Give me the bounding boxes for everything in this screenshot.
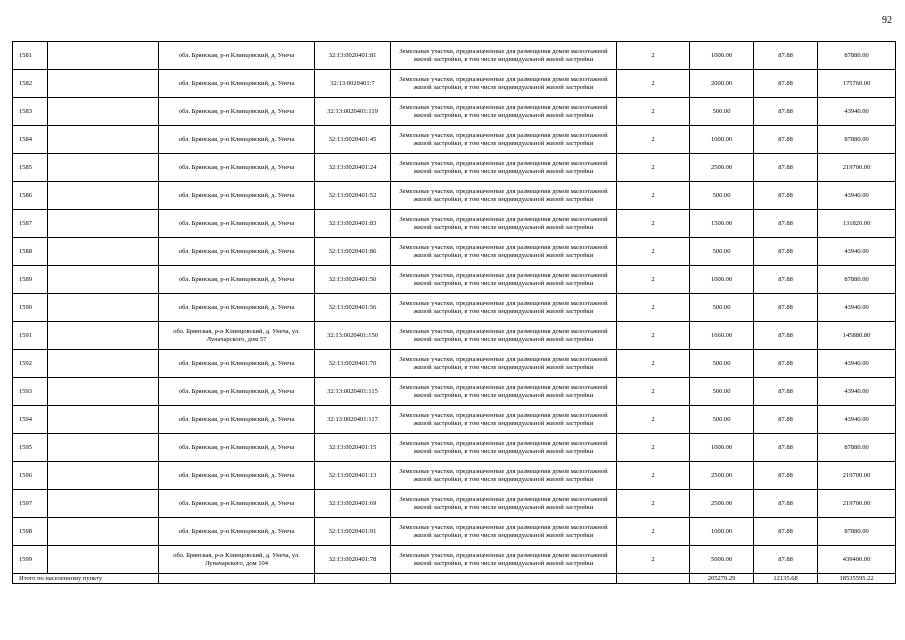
value-cell: 43940.00: [818, 294, 896, 322]
blank-cell: [48, 70, 159, 98]
cadastral-number-cell: 32:13:0020401:117: [315, 406, 391, 434]
rate-cell: 87.88: [754, 266, 818, 294]
rate-cell: 87.88: [754, 462, 818, 490]
area-cell: 2500.00: [690, 490, 754, 518]
address-cell: обл. Брянская, р-н Клинцовский, д. Унеча, ул. Луначарского, дом 57: [159, 322, 315, 350]
value-cell: 87880.00: [818, 266, 896, 294]
value-cell: 219700.00: [818, 490, 896, 518]
category-cell: 2: [617, 154, 690, 182]
address-cell: обл. Брянская, р-н Клинцовский, д. Унеча: [159, 238, 315, 266]
purpose-cell: Земельные участки, предназначенные для размещения домов малоэтажной жилой застройки, в том числе индивидуальной жилой застройки: [391, 322, 617, 350]
blank-cell: [48, 350, 159, 378]
address-cell: обл. Брянская, р-н Клинцовский, д. Унеча: [159, 182, 315, 210]
total-label: Итого по населенному пункту: [13, 574, 159, 584]
rate-cell: 87.88: [754, 182, 818, 210]
address-cell: обл. Брянская, р-н Клинцовский, д. Унеча: [159, 98, 315, 126]
value-cell: 43940.00: [818, 98, 896, 126]
address-cell: обл. Брянская, р-н Клинцовский, д. Унеча: [159, 406, 315, 434]
area-cell: 500.00: [690, 378, 754, 406]
row-number: 1595: [13, 434, 48, 462]
address-cell: обл. Брянская, р-н Клинцовский, д. Унеча, ул. Луначарского, дом 104: [159, 546, 315, 574]
table-row: [13, 238, 896, 266]
address-cell: обл. Брянская, р-н Клинцовский, д. Унеча: [159, 42, 315, 70]
category-cell: 2: [617, 518, 690, 546]
blank-cell: [48, 238, 159, 266]
value-cell: 145880.80: [818, 322, 896, 350]
purpose-cell: Земельные участки, предназначенные для размещения домов малоэтажной жилой застройки, в том числе индивидуальной жилой застройки: [391, 406, 617, 434]
blank-cell: [48, 546, 159, 574]
rate-cell: 87.88: [754, 322, 818, 350]
rate-cell: 87.88: [754, 378, 818, 406]
area-cell: 1500.00: [690, 210, 754, 238]
row-number: 1596: [13, 462, 48, 490]
purpose-cell: Земельные участки, предназначенные для размещения домов малоэтажной жилой застройки, в том числе индивидуальной жилой застройки: [391, 266, 617, 294]
rate-cell: 87.88: [754, 350, 818, 378]
address-cell: обл. Брянская, р-н Клинцовский, д. Унеча: [159, 126, 315, 154]
blank-cell: [48, 406, 159, 434]
area-cell: 1660.00: [690, 322, 754, 350]
area-cell: 1000.00: [690, 518, 754, 546]
rate-cell: 87.88: [754, 518, 818, 546]
value-cell: 87880.00: [818, 518, 896, 546]
area-cell: 500.00: [690, 238, 754, 266]
value-cell: 43940.00: [818, 182, 896, 210]
cadastral-number-cell: 32:13:0020401:7: [315, 70, 391, 98]
purpose-cell: Земельные участки, предназначенные для размещения домов малоэтажной жилой застройки, в том числе индивидуальной жилой застройки: [391, 490, 617, 518]
cadastral-number-cell: 32:13:0020401:52: [315, 182, 391, 210]
total-rate: 12135.68: [754, 574, 818, 584]
area-cell: 1000.00: [690, 434, 754, 462]
rate-cell: 87.88: [754, 210, 818, 238]
value-cell: 87880.00: [818, 42, 896, 70]
blank-cell: [391, 574, 617, 584]
rate-cell: 87.88: [754, 546, 818, 574]
area-cell: 500.00: [690, 98, 754, 126]
category-cell: 2: [617, 70, 690, 98]
blank-cell: [48, 462, 159, 490]
cadastral-number-cell: 32:13:0020401:70: [315, 350, 391, 378]
value-cell: 439400.00: [818, 546, 896, 574]
row-number: 1594: [13, 406, 48, 434]
purpose-cell: Земельные участки, предназначенные для размещения домов малоэтажной жилой застройки, в том числе индивидуальной жилой застройки: [391, 70, 617, 98]
row-number: 1590: [13, 294, 48, 322]
area-cell: 1000.00: [690, 266, 754, 294]
area-cell: 2500.00: [690, 462, 754, 490]
address-cell: обл. Брянская, р-н Клинцовский, д. Унеча: [159, 154, 315, 182]
value-cell: 175760.00: [818, 70, 896, 98]
table-row: [13, 294, 896, 322]
row-number: 1586: [13, 182, 48, 210]
row-number: 1583: [13, 98, 48, 126]
purpose-cell: Земельные участки, предназначенные для размещения домов малоэтажной жилой застройки, в том числе индивидуальной жилой застройки: [391, 350, 617, 378]
purpose-cell: Земельные участки, предназначенные для размещения домов малоэтажной жилой застройки, в том числе индивидуальной жилой застройки: [391, 210, 617, 238]
address-cell: обл. Брянская, р-н Клинцовский, д. Унеча: [159, 70, 315, 98]
total-area: 205279.29: [690, 574, 754, 584]
address-cell: обл. Брянская, р-н Клинцовский, д. Унеча: [159, 434, 315, 462]
blank-cell: [159, 574, 315, 584]
table-row: [13, 322, 896, 350]
category-cell: 2: [617, 462, 690, 490]
category-cell: 2: [617, 294, 690, 322]
value-cell: 87880.00: [818, 434, 896, 462]
area-cell: 500.00: [690, 182, 754, 210]
rate-cell: 87.88: [754, 70, 818, 98]
row-number: 1592: [13, 350, 48, 378]
blank-cell: [617, 574, 690, 584]
row-number: 1597: [13, 490, 48, 518]
total-value: 18535595.22: [818, 574, 896, 584]
address-cell: обл. Брянская, р-н Клинцовский, д. Унеча: [159, 266, 315, 294]
table-row: [13, 126, 896, 154]
blank-cell: [48, 98, 159, 126]
purpose-cell: Земельные участки, предназначенные для размещения домов малоэтажной жилой застройки, в том числе индивидуальной жилой застройки: [391, 378, 617, 406]
table-row: [13, 518, 896, 546]
blank-cell: [48, 266, 159, 294]
address-cell: обл. Брянская, р-н Клинцовский, д. Унеча: [159, 210, 315, 238]
cadastral-number-cell: 32:13:0020401:15: [315, 434, 391, 462]
value-cell: 43940.00: [818, 350, 896, 378]
cadastral-number-cell: 32:13:0020401:83: [315, 210, 391, 238]
table-row: [13, 98, 896, 126]
address-cell: обл. Брянская, р-н Клинцовский, д. Унеча: [159, 462, 315, 490]
area-cell: 500.00: [690, 406, 754, 434]
category-cell: 2: [617, 546, 690, 574]
row-number: 1585: [13, 154, 48, 182]
purpose-cell: Земельные участки, предназначенные для размещения домов малоэтажной жилой застройки, в том числе индивидуальной жилой застройки: [391, 518, 617, 546]
rate-cell: 87.88: [754, 238, 818, 266]
value-cell: 131820.00: [818, 210, 896, 238]
category-cell: 2: [617, 406, 690, 434]
category-cell: 2: [617, 238, 690, 266]
cadastral-number-cell: 32:13:0020401:119: [315, 98, 391, 126]
cadastral-number-cell: 32:13:0020401:115: [315, 378, 391, 406]
cadastral-number-cell: 32:13:0020401:24: [315, 154, 391, 182]
blank-cell: [48, 490, 159, 518]
total-row: [13, 574, 896, 584]
table-row: [13, 42, 896, 70]
category-cell: 2: [617, 98, 690, 126]
row-number: 1599: [13, 546, 48, 574]
row-number: 1587: [13, 210, 48, 238]
purpose-cell: Земельные участки, предназначенные для размещения домов малоэтажной жилой застройки, в том числе индивидуальной жилой застройки: [391, 182, 617, 210]
value-cell: 219700.00: [818, 462, 896, 490]
cadastral-number-cell: 32:13:0020401:50: [315, 266, 391, 294]
area-cell: 2500.00: [690, 154, 754, 182]
value-cell: 219700.00: [818, 154, 896, 182]
category-cell: 2: [617, 350, 690, 378]
category-cell: 2: [617, 378, 690, 406]
rate-cell: 87.88: [754, 434, 818, 462]
row-number: 1598: [13, 518, 48, 546]
area-cell: 1000.00: [690, 126, 754, 154]
cadastral-number-cell: 32:13:0020401:86: [315, 238, 391, 266]
blank-cell: [48, 518, 159, 546]
value-cell: 87880.00: [818, 126, 896, 154]
address-cell: обл. Брянская, р-н Клинцовский, д. Унеча: [159, 518, 315, 546]
category-cell: 2: [617, 126, 690, 154]
category-cell: 2: [617, 434, 690, 462]
cadastral-number-cell: 32:13:0020401:13: [315, 462, 391, 490]
table-row: [13, 154, 896, 182]
page-number: 92: [882, 15, 892, 26]
row-number: 1584: [13, 126, 48, 154]
category-cell: 2: [617, 42, 690, 70]
table-row: [13, 434, 896, 462]
blank-cell: [48, 42, 159, 70]
category-cell: 2: [617, 266, 690, 294]
blank-cell: [48, 210, 159, 238]
table-row: [13, 350, 896, 378]
value-cell: 43940.00: [818, 238, 896, 266]
blank-cell: [48, 154, 159, 182]
table-row: [13, 378, 896, 406]
purpose-cell: Земельные участки, предназначенные для размещения домов малоэтажной жилой застройки, в том числе индивидуальной жилой застройки: [391, 434, 617, 462]
purpose-cell: Земельные участки, предназначенные для размещения домов малоэтажной жилой застройки, в том числе индивидуальной жилой застройки: [391, 126, 617, 154]
value-cell: 43940.00: [818, 406, 896, 434]
row-number: 1581: [13, 42, 48, 70]
address-cell: обл. Брянская, р-н Клинцовский, д. Унеча: [159, 490, 315, 518]
purpose-cell: Земельные участки, предназначенные для размещения домов малоэтажной жилой застройки, в том числе индивидуальной жилой застройки: [391, 98, 617, 126]
rate-cell: 87.88: [754, 406, 818, 434]
address-cell: обл. Брянская, р-н Клинцовский, д. Унеча: [159, 294, 315, 322]
land-plots-table: [12, 41, 896, 584]
cadastral-number-cell: 32:13:0020401:91: [315, 518, 391, 546]
table-row: [13, 210, 896, 238]
category-cell: 2: [617, 182, 690, 210]
purpose-cell: Земельные участки, предназначенные для размещения домов малоэтажной жилой застройки, в том числе индивидуальной жилой застройки: [391, 154, 617, 182]
row-number: 1591: [13, 322, 48, 350]
blank-cell: [48, 322, 159, 350]
table-row: [13, 70, 896, 98]
row-number: 1589: [13, 266, 48, 294]
blank-cell: [48, 182, 159, 210]
rate-cell: 87.88: [754, 490, 818, 518]
table-row: [13, 490, 896, 518]
table-row: [13, 406, 896, 434]
category-cell: 2: [617, 490, 690, 518]
cadastral-number-cell: 32:13:0020401:45: [315, 126, 391, 154]
area-cell: 500.00: [690, 294, 754, 322]
purpose-cell: Земельные участки, предназначенные для размещения домов малоэтажной жилой застройки, в том числе индивидуальной жилой застройки: [391, 546, 617, 574]
area-cell: 1000.00: [690, 42, 754, 70]
rate-cell: 87.88: [754, 98, 818, 126]
table-body: [13, 42, 896, 584]
area-cell: 5000.00: [690, 546, 754, 574]
cadastral-number-cell: 32:13:0020401:150: [315, 322, 391, 350]
purpose-cell: Земельные участки, предназначенные для размещения домов малоэтажной жилой застройки, в том числе индивидуальной жилой застройки: [391, 294, 617, 322]
value-cell: 43940.00: [818, 378, 896, 406]
purpose-cell: Земельные участки, предназначенные для размещения домов малоэтажной жилой застройки, в том числе индивидуальной жилой застройки: [391, 42, 617, 70]
row-number: 1582: [13, 70, 48, 98]
purpose-cell: Земельные участки, предназначенные для размещения домов малоэтажной жилой застройки, в том числе индивидуальной жилой застройки: [391, 238, 617, 266]
address-cell: обл. Брянская, р-н Клинцовский, д. Унеча: [159, 350, 315, 378]
blank-cell: [48, 378, 159, 406]
rate-cell: 87.88: [754, 154, 818, 182]
row-number: 1588: [13, 238, 48, 266]
category-cell: 2: [617, 322, 690, 350]
blank-cell: [48, 434, 159, 462]
cadastral-number-cell: 32:13:0020401:69: [315, 490, 391, 518]
purpose-cell: Земельные участки, предназначенные для размещения домов малоэтажной жилой застройки, в том числе индивидуальной жилой застройки: [391, 462, 617, 490]
cadastral-number-cell: 32:13:0020401:78: [315, 546, 391, 574]
area-cell: 2000.00: [690, 70, 754, 98]
blank-cell: [48, 294, 159, 322]
blank-cell: [48, 126, 159, 154]
address-cell: обл. Брянская, р-н Клинцовский, д. Унеча: [159, 378, 315, 406]
category-cell: 2: [617, 210, 690, 238]
table-row: [13, 546, 896, 574]
rate-cell: 87.88: [754, 126, 818, 154]
rate-cell: 87.88: [754, 294, 818, 322]
table-row: [13, 266, 896, 294]
table-row: [13, 182, 896, 210]
table-row: [13, 462, 896, 490]
area-cell: 500.00: [690, 350, 754, 378]
cadastral-number-cell: 32:13:0020401:81: [315, 42, 391, 70]
blank-cell: [315, 574, 391, 584]
cadastral-number-cell: 32:13:0020401:56: [315, 294, 391, 322]
rate-cell: 87.88: [754, 42, 818, 70]
row-number: 1593: [13, 378, 48, 406]
